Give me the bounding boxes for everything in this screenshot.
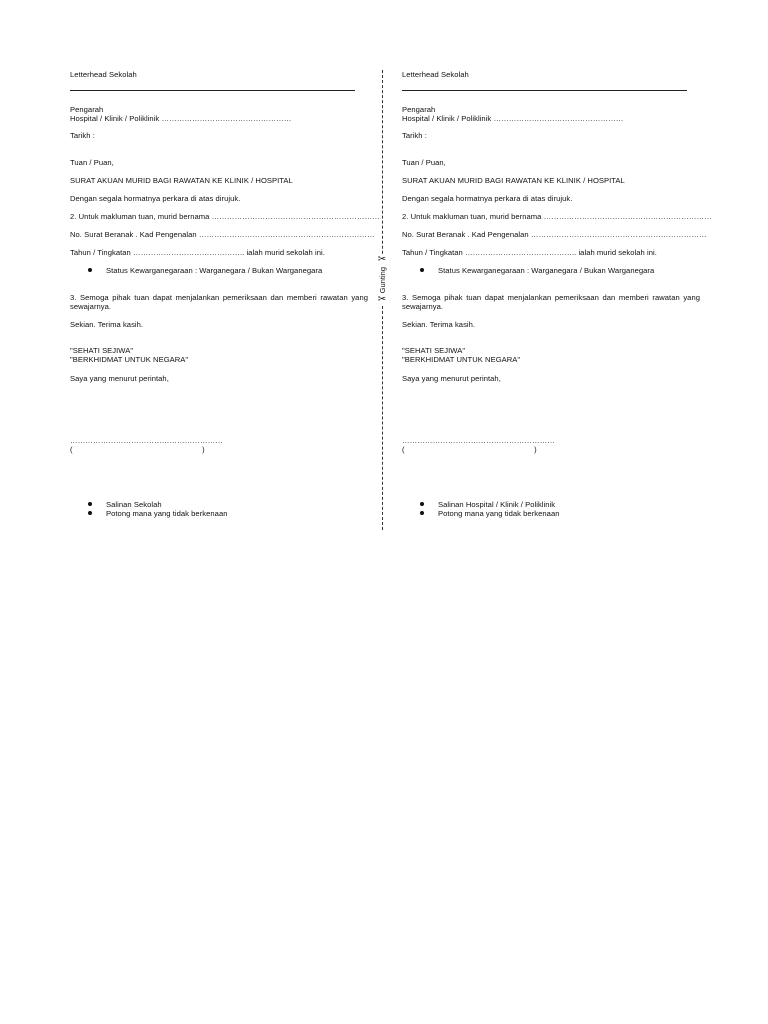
closing-line: Sekian. Terima kasih. (402, 320, 476, 329)
cut-label: Gunting (377, 266, 387, 294)
request-paragraph: 3. Semoga pihak tuan dapat menjalankan pemeriksaan dan memberi rawatan yang sewajarnya. (402, 293, 700, 311)
bullet-dot (420, 268, 424, 272)
intro-line: Dengan segala hormatnya perkara di atas dirujuk. (402, 194, 573, 203)
copy-recipient: Salinan Sekolah (106, 500, 162, 509)
salutation: Tuan / Puan, (70, 158, 114, 167)
date-label: Tarikh : (70, 131, 95, 140)
addressee-line: Hospital / Klinik / Poliklinik …………………………………………… (70, 114, 292, 123)
letterhead: Letterhead Sekolah (70, 70, 137, 79)
bullet-dot (420, 511, 424, 515)
bullet-dot (88, 511, 92, 515)
letter-subject: SURAT AKUAN MURID BAGI RAWATAN KE KLINIK / HOSPITAL (402, 176, 625, 185)
signature-dots: …………………………………………………… (70, 436, 223, 445)
strike-out-note: Potong mana yang tidak berkenaan (106, 509, 228, 518)
copy-recipient: Salinan Hospital / Klinik / Poliklinik (438, 500, 556, 509)
bullet-dot (420, 502, 424, 506)
closing-line: Sekian. Terima kasih. (70, 320, 144, 329)
bullet-dot (88, 268, 92, 272)
letterhead-rule (402, 90, 687, 91)
letterhead-rule (70, 90, 355, 91)
request-paragraph: 3. Semoga pihak tuan dapat menjalankan pemeriksaan dan memberi rawatan yang sewajarnya. (70, 293, 368, 311)
motto-line-2: "BERKHIDMAT UNTUK NEGARA" (402, 355, 521, 364)
student-name-line: 2. Untuk makluman tuan, murid bernama ………………………………………………………… (402, 212, 712, 221)
citizenship-status: Status Kewarganegaraan : Warganegara / Bukan Warganegara (438, 266, 655, 275)
year-form-line: Tahun / Tingkatan …………………………………….. ialah murid sekolah ini. (402, 248, 657, 257)
signoff-line: Saya yang menurut perintah, (70, 374, 169, 383)
motto-line-1: "SEHATI SEJIWA" (70, 346, 134, 355)
year-form-line: Tahun / Tingkatan …………………………………….. ialah murid sekolah ini. (70, 248, 325, 257)
salutation: Tuan / Puan, (402, 158, 446, 167)
strike-out-note: Potong mana yang tidak berkenaan (438, 509, 560, 518)
signoff-line: Saya yang menurut perintah, (402, 374, 501, 383)
student-name-line: 2. Untuk makluman tuan, murid bernama ………………………………………………………… (70, 212, 380, 221)
identity-document-line: No. Surat Beranak . Kad Pengenalan …………………………………………………………… (70, 230, 375, 239)
bullet-dot (88, 502, 92, 506)
addressee-title: Pengarah (402, 105, 436, 114)
letter-subject: SURAT AKUAN MURID BAGI RAWATAN KE KLINIK / HOSPITAL (70, 176, 293, 185)
signature-name-brackets: ( ) (70, 445, 205, 454)
motto-line-2: "BERKHIDMAT UNTUK NEGARA" (70, 355, 189, 364)
cut-marker (374, 255, 390, 305)
date-label: Tarikh : (402, 131, 427, 140)
citizenship-status: Status Kewarganegaraan : Warganegara / Bukan Warganegara (106, 266, 323, 275)
letterhead: Letterhead Sekolah (402, 70, 469, 79)
intro-line: Dengan segala hormatnya perkara di atas dirujuk. (70, 194, 241, 203)
scissors-icon: ✂ (377, 254, 387, 265)
identity-document-line: No. Surat Beranak . Kad Pengenalan …………………………………………………………… (402, 230, 707, 239)
signature-name-brackets: ( ) (402, 445, 537, 454)
motto-line-1: "SEHATI SEJIWA" (402, 346, 466, 355)
scissors-icon: ✂ (377, 294, 387, 305)
signature-dots: …………………………………………………… (402, 436, 555, 445)
addressee-title: Pengarah (70, 105, 104, 114)
addressee-line: Hospital / Klinik / Poliklinik …………………………………………… (402, 114, 624, 123)
